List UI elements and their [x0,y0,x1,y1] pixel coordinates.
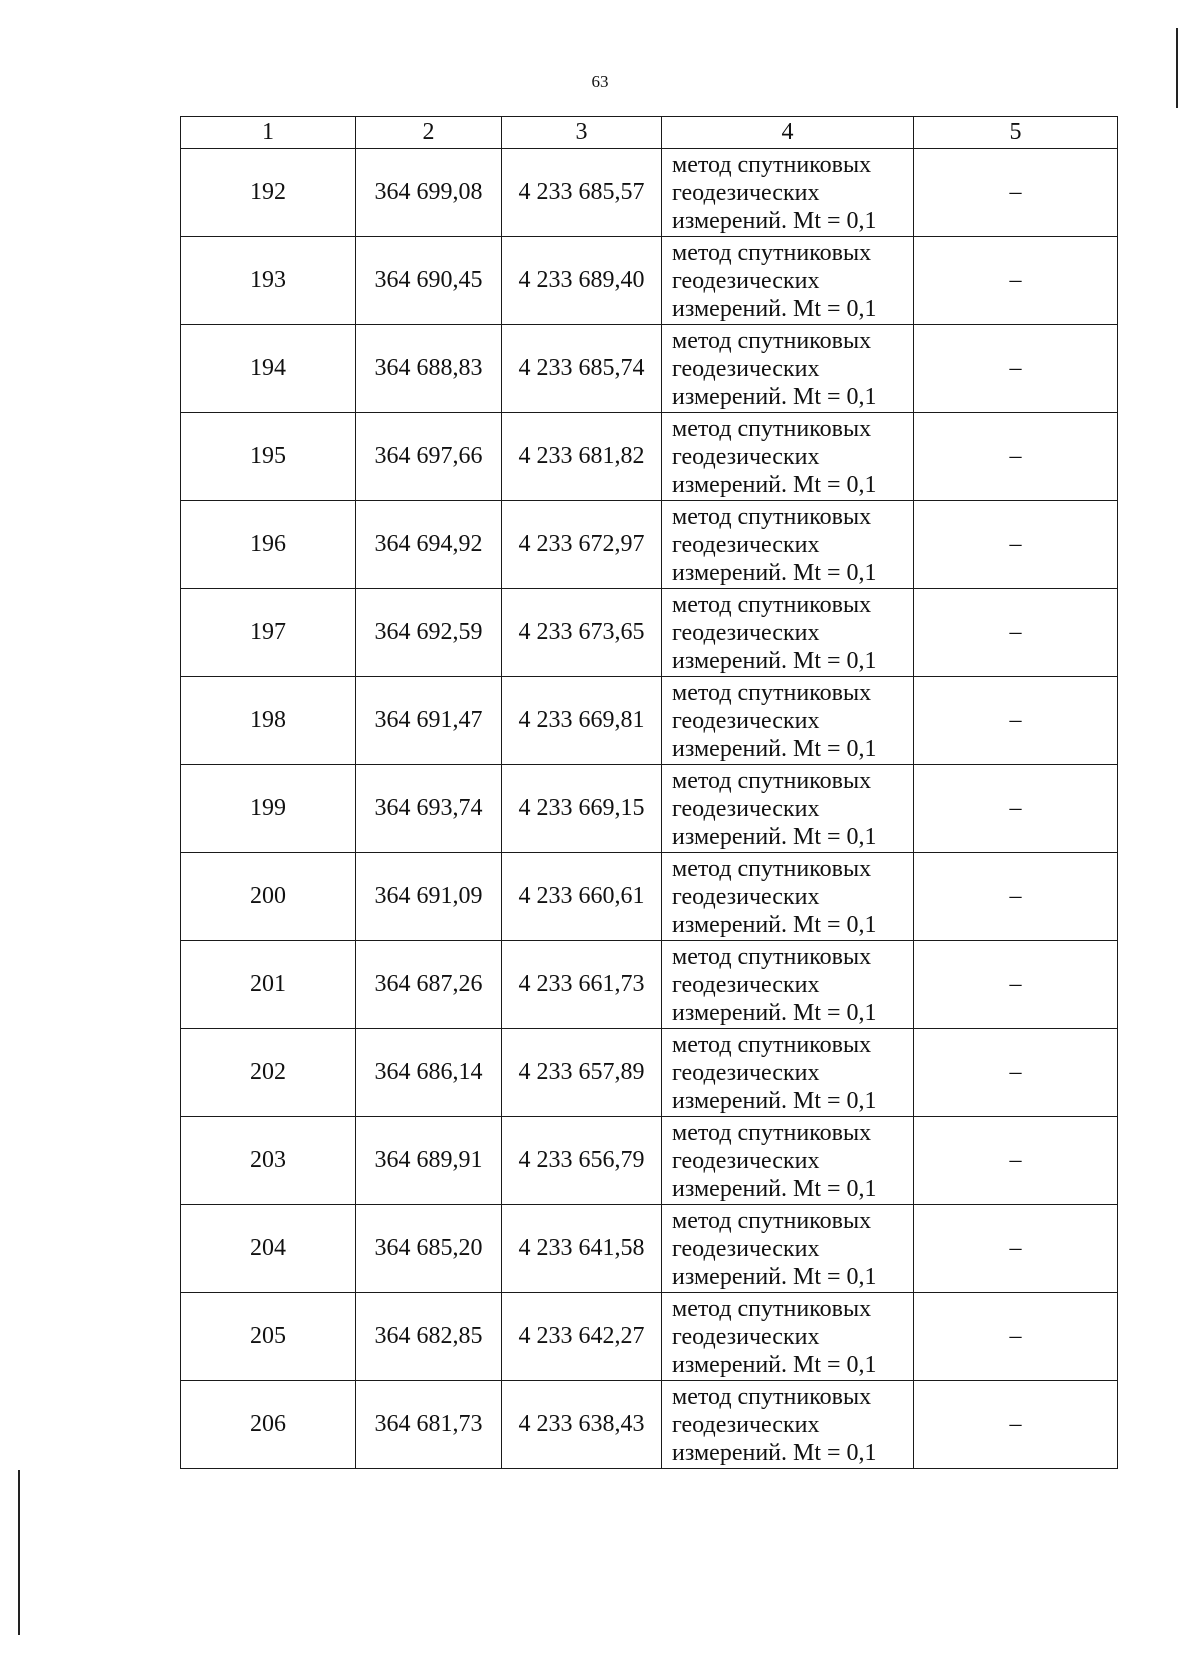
y-coordinate-cell: 4 233 672,97 [502,501,662,589]
method-cell [662,589,914,677]
y-coordinate-cell: 4 233 669,15 [502,765,662,853]
method-text-line: геодезических [672,1147,820,1174]
column-5-cell: – [914,941,1118,1029]
coordinates-table [180,116,1118,1469]
x-coordinate-cell: 364 691,09 [356,853,502,941]
point-number-cell: 201 [181,941,356,1029]
page-number: 63 [591,72,609,91]
x-coordinate-cell: 364 692,59 [356,589,502,677]
y-coordinate-cell: 4 233 669,81 [502,677,662,765]
method-text-line: геодезических [672,1059,820,1086]
method-text-line: измерений. Mt = 0,1 [672,295,877,322]
table-row [181,325,1118,413]
column-5-cell: – [914,325,1118,413]
column-5-cell: – [914,1029,1118,1117]
y-coordinate-cell: 4 233 641,58 [502,1205,662,1293]
column-5-cell: – [914,853,1118,941]
table-header-row [181,117,1118,149]
scan-edge-mark [18,1470,20,1635]
table-row [181,1029,1118,1117]
method-cell [662,1029,914,1117]
method-text-line: измерений. Mt = 0,1 [672,999,877,1026]
x-coordinate-cell: 364 690,45 [356,237,502,325]
point-number-cell: 195 [181,413,356,501]
table-row [181,765,1118,853]
x-coordinate-cell: 364 688,83 [356,325,502,413]
table-row [181,1205,1118,1293]
scan-edge-mark [1176,28,1178,108]
x-coordinate-cell: 364 697,66 [356,413,502,501]
method-text-line: измерений. Mt = 0,1 [672,735,877,762]
method-text-line: геодезических [672,883,820,910]
y-coordinate-cell: 4 233 642,27 [502,1293,662,1381]
x-coordinate-cell: 364 699,08 [356,149,502,237]
method-cell [662,1117,914,1205]
y-coordinate-cell: 4 233 638,43 [502,1381,662,1469]
method-text-line: геодезических [672,1235,820,1262]
method-text-line: измерений. Mt = 0,1 [672,647,877,674]
method-text-line: геодезических [672,1323,820,1350]
method-text-line: метод спутниковых [672,591,872,618]
point-number-cell: 193 [181,237,356,325]
x-coordinate-cell: 364 685,20 [356,1205,502,1293]
y-coordinate-cell: 4 233 685,74 [502,325,662,413]
point-number-cell: 197 [181,589,356,677]
method-cell [662,677,914,765]
method-text-line: измерений. Mt = 0,1 [672,471,877,498]
method-text-line: измерений. Mt = 0,1 [672,1087,877,1114]
x-coordinate-cell: 364 686,14 [356,1029,502,1117]
point-number-cell: 203 [181,1117,356,1205]
method-text-line: геодезических [672,179,820,206]
method-text-line: метод спутниковых [672,1031,872,1058]
method-text-line: метод спутниковых [672,1383,872,1410]
column-header: 5 [914,117,1118,149]
table-row [181,677,1118,765]
point-number-cell: 199 [181,765,356,853]
table-row [181,149,1118,237]
y-coordinate-cell: 4 233 681,82 [502,413,662,501]
table-row [181,853,1118,941]
method-cell [662,1381,914,1469]
table-row [181,941,1118,1029]
point-number-cell: 206 [181,1381,356,1469]
table-row [181,501,1118,589]
column-5-cell: – [914,413,1118,501]
x-coordinate-cell: 364 681,73 [356,1381,502,1469]
column-5-cell: – [914,149,1118,237]
method-text-line: метод спутниковых [672,767,872,794]
table-row [181,1117,1118,1205]
method-cell [662,853,914,941]
column-5-cell: – [914,237,1118,325]
method-cell [662,149,914,237]
x-coordinate-cell: 364 689,91 [356,1117,502,1205]
column-5-cell: – [914,501,1118,589]
method-text-line: измерений. Mt = 0,1 [672,911,877,938]
table-row [181,1293,1118,1381]
method-text-line: измерений. Mt = 0,1 [672,207,877,234]
method-text-line: измерений. Mt = 0,1 [672,1263,877,1290]
column-5-cell: – [914,1117,1118,1205]
method-cell [662,765,914,853]
method-text-line: метод спутниковых [672,855,872,882]
method-text-line: геодезических [672,971,820,998]
method-cell [662,237,914,325]
method-text-line: метод спутниковых [672,1119,872,1146]
method-text-line: метод спутниковых [672,679,872,706]
point-number-cell: 204 [181,1205,356,1293]
point-number-cell: 196 [181,501,356,589]
column-5-cell: – [914,1293,1118,1381]
method-text-line: измерений. Mt = 0,1 [672,559,877,586]
point-number-cell: 192 [181,149,356,237]
column-header: 1 [181,117,356,149]
column-header: 3 [502,117,662,149]
table-row [181,1381,1118,1469]
x-coordinate-cell: 364 682,85 [356,1293,502,1381]
method-cell [662,413,914,501]
method-cell [662,325,914,413]
point-number-cell: 202 [181,1029,356,1117]
y-coordinate-cell: 4 233 660,61 [502,853,662,941]
coordinates-table-container [180,116,1117,1469]
method-text-line: геодезических [672,267,820,294]
method-text-line: метод спутниковых [672,151,872,178]
table-body [181,149,1118,1469]
x-coordinate-cell: 364 693,74 [356,765,502,853]
y-coordinate-cell: 4 233 656,79 [502,1117,662,1205]
column-5-cell: – [914,589,1118,677]
method-cell [662,1293,914,1381]
method-text-line: геодезических [672,443,820,470]
method-text-line: измерений. Mt = 0,1 [672,823,877,850]
table-row [181,589,1118,677]
point-number-cell: 205 [181,1293,356,1381]
method-cell [662,1205,914,1293]
column-5-cell: – [914,765,1118,853]
method-text-line: метод спутниковых [672,1295,872,1322]
column-5-cell: – [914,1205,1118,1293]
point-number-cell: 194 [181,325,356,413]
method-text-line: метод спутниковых [672,415,872,442]
method-text-line: метод спутниковых [672,503,872,530]
y-coordinate-cell: 4 233 673,65 [502,589,662,677]
table-row [181,413,1118,501]
point-number-cell: 200 [181,853,356,941]
column-5-cell: – [914,1381,1118,1469]
method-text-line: метод спутниковых [672,327,872,354]
point-number-cell: 198 [181,677,356,765]
column-header: 4 [662,117,914,149]
x-coordinate-cell: 364 687,26 [356,941,502,1029]
y-coordinate-cell: 4 233 685,57 [502,149,662,237]
x-coordinate-cell: 364 691,47 [356,677,502,765]
method-text-line: геодезических [672,531,820,558]
method-text-line: геодезических [672,355,820,382]
method-text-line: геодезических [672,795,820,822]
column-5-cell: – [914,677,1118,765]
method-cell [662,501,914,589]
y-coordinate-cell: 4 233 689,40 [502,237,662,325]
table-row [181,237,1118,325]
method-text-line: метод спутниковых [672,1207,872,1234]
method-text-line: метод спутниковых [672,943,872,970]
method-text-line: геодезических [672,1411,820,1438]
column-header: 2 [356,117,502,149]
method-text-line: измерений. Mt = 0,1 [672,1439,877,1466]
method-text-line: метод спутниковых [672,239,872,266]
method-text-line: геодезических [672,707,820,734]
y-coordinate-cell: 4 233 657,89 [502,1029,662,1117]
method-text-line: измерений. Mt = 0,1 [672,1175,877,1202]
method-cell [662,941,914,1029]
method-text-line: геодезических [672,619,820,646]
method-text-line: измерений. Mt = 0,1 [672,1351,877,1378]
x-coordinate-cell: 364 694,92 [356,501,502,589]
method-text-line: измерений. Mt = 0,1 [672,383,877,410]
y-coordinate-cell: 4 233 661,73 [502,941,662,1029]
